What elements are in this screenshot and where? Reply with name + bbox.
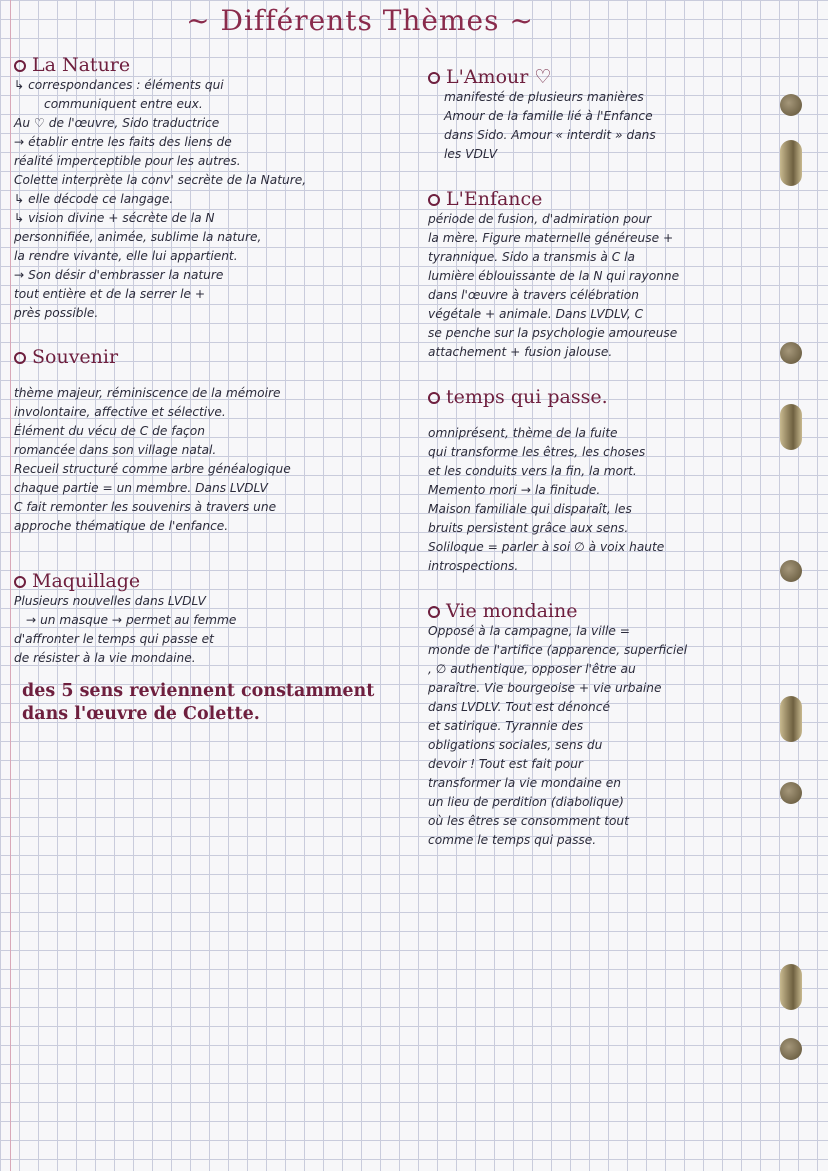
- binder-slot: [780, 964, 802, 1010]
- section-heading: Maquillage: [14, 570, 414, 592]
- binder-slot: [780, 404, 802, 450]
- bullet-icon: [428, 606, 440, 618]
- section-body: thème majeur, réminiscence de la mémoire involontaire, affective et sélective. Élément du vécu de C de façon romancée dans son village natal. Recueil structuré comme arbre généalogique chaque partie = un membre. Dans LVDLV C fait remonter les souvenirs à travers une approche thématique de l'enfance.: [14, 386, 291, 533]
- binder-hole: [780, 342, 802, 364]
- section-heading: Souvenir: [14, 346, 424, 368]
- section-souvenir: [14, 346, 424, 536]
- section-temps: [428, 386, 780, 576]
- section-body: ↳ correspondances : éléments qui communiquent entre eux. Au ♡ de l'œuvre, Sido traductrice → établir entre les faits des liens de réalité imperceptible pour les autres. Colette interprète la conv' secrète de la Nature, ↳ elle décode ce langage. ↳ vision divine + sécrète de la N personnifiée, animée, sublime la nature, la rendre vivante, elle lui appartient. → Son désir d'embrasser la nature tout entière et de la serrer le + près possible.: [14, 78, 307, 320]
- binder-slot: [780, 696, 802, 742]
- section-nature: [14, 54, 414, 323]
- margin-line: [10, 0, 11, 1171]
- bullet-icon: [428, 392, 440, 404]
- section-maquillage: [14, 570, 414, 668]
- bullet-icon: [14, 352, 26, 364]
- section-body: Plusieurs nouvelles dans LVDLV → un masque → permet au femme d'affronter le temps qui passe et de résister à la vie mondaine.: [14, 594, 237, 665]
- binder-hole: [780, 782, 802, 804]
- binder-hole: [780, 94, 802, 116]
- section-amour: [428, 66, 778, 164]
- page-title: ~ Différents Thèmes ~: [186, 4, 534, 37]
- bullet-icon: [14, 576, 26, 588]
- section-heading: La Nature: [14, 54, 414, 76]
- section-vie-mondaine: [428, 600, 780, 850]
- section-body: période de fusion, d'admiration pour la mère. Figure maternelle généreuse + tyrannique. Sido a transmis à C la lumière éblouissante de la N qui rayonne dans l'œuvre à travers célébration végétale + animale. Dans LVDLV, C se penche sur la psychologie amoureuse attachement + fusion jalouse.: [428, 212, 680, 359]
- bullet-icon: [14, 60, 26, 72]
- section-heading: temps qui passe.: [428, 386, 780, 408]
- binder-slot: [780, 140, 802, 186]
- section-body: Opposé à la campagne, la ville = monde de l'artifice (apparence, superficiel , ∅ authentique, opposer l'être au paraître. Vie bourgeoise + vie urbaine dans LVDLV. Tout est dénoncé et satirique. Tyrannie des obligations sociales, sens du devoir ! Tout est fait pour transformer la vie mondaine en un lieu de perdition (diabolique) où les êtres se consomment tout comme le temps qui passe.: [428, 624, 688, 847]
- section-heading: L'Enfance: [428, 188, 780, 210]
- sens-note-line: dans l'œuvre de Colette.: [22, 704, 260, 724]
- sens-note-line: des 5 sens reviennent constamment: [22, 681, 375, 701]
- bullet-icon: [428, 72, 440, 84]
- sens-note: [22, 680, 422, 726]
- section-body: manifesté de plusieurs manières Amour de la famille lié à l'Enfance dans Sido. Amour « interdit » dans les VDLV: [444, 90, 656, 161]
- binder-hole: [780, 1038, 802, 1060]
- section-heading: L'Amour ♡: [428, 66, 778, 88]
- section-body: omniprésent, thème de la fuite qui transforme les êtres, les choses et les conduits vers la fin, la mort. Memento mori → la finitude. Maison familiale qui disparaît, les bruits persistent grâce aux sens. Soliloque = parler à soi ∅ à voix haute introspections.: [428, 426, 665, 573]
- binder-hole: [780, 560, 802, 582]
- bullet-icon: [428, 194, 440, 206]
- section-heading: Vie mondaine: [428, 600, 780, 622]
- section-enfance: [428, 188, 780, 362]
